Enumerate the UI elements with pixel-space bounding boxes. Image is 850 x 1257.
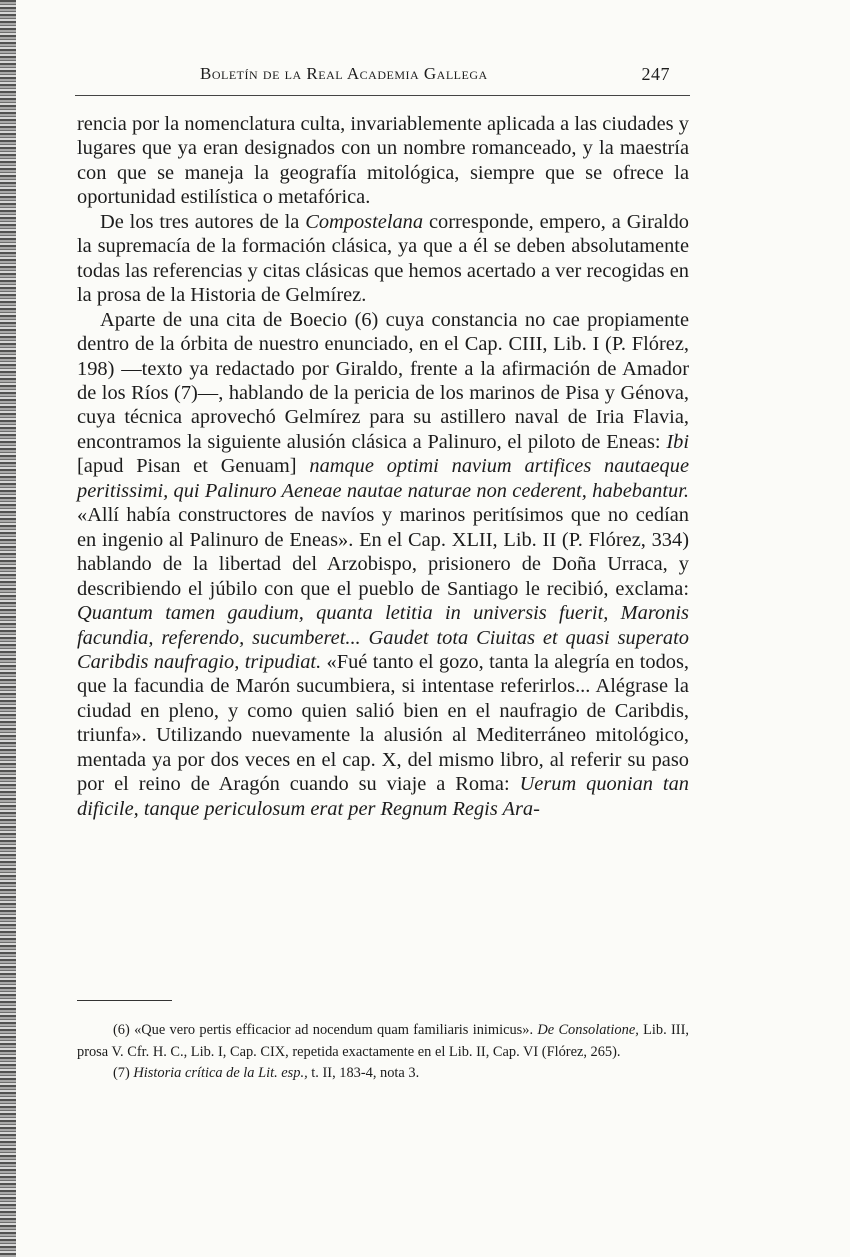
running-title: Boletín de la Real Academia Gallega	[200, 64, 488, 83]
page-number: 247	[641, 64, 670, 84]
italic-segment: Historia crítica de la Lit. esp.,	[133, 1065, 308, 1082]
text-segment: «Fué tanto el gozo, tanta la alegría en todos, que la facundia de Marón sucumbiera, si intentase referirlos... Alégrase la ciudad en pleno, y como quien salió bien en el naufragio de Caribdis, triunfa». Utilizando nuevamente la alusión al Mediterráneo mitológico, mentada ya por dos veces en el cap. X, del mismo libro, al referir su paso por el reino de Aragón cuando su viaje a Roma:	[77, 650, 689, 796]
body-text	[77, 112, 689, 821]
italic-segment: namque optimi navium artifices nautaeque peritissimi, qui Palinuro Aeneae nautae naturae non cederent, habebantur.	[77, 455, 689, 502]
text-segment: «Allí había constructores de navíos y marinos peritísimos que no cedían en ingenio al Palinuro de Eneas». En el Cap. XLII, Lib. II (P. Flórez, 334) hablando de la libertad del Arzobispo, prisionero de Doña Urraca, y describiendo el júbilo con que el pueblo de Santiago le recibió, exclama:	[77, 504, 689, 600]
text-segment: (6) «Que vero pertis efficacior ad nocendum quam familiaris inimicus».	[113, 1022, 538, 1038]
italic-segment: Uerum quonian tan dificile, tanque periculosum erat per Regnum Regis Ara-	[77, 773, 689, 820]
paragraph	[77, 308, 689, 822]
text-segment: (7)	[113, 1065, 134, 1082]
italic-segment: Compostelana	[305, 210, 424, 233]
text-segment: De los tres autores de la	[100, 210, 306, 233]
italic-segment: De Consolatione,	[537, 1022, 639, 1038]
paragraph	[77, 210, 689, 308]
text-segment: Lib. III, prosa V. Cfr. H. C., Lib. I, Cap. CIX, repetida exactamente en el Lib. II, Cap. VI (Flórez, 265).	[77, 1022, 689, 1060]
footnote	[77, 1020, 689, 1063]
footnotes	[77, 1020, 689, 1085]
running-header	[200, 64, 670, 88]
italic-segment: Ibi	[666, 430, 689, 453]
header-rule	[75, 95, 690, 96]
footnote	[77, 1063, 689, 1085]
footnote-rule	[77, 1000, 172, 1001]
italic-segment: Quantum tamen gaudium, quanta letitia in universis fuerit, Maronis facundia, referendo, sucumberet... Gaudet tota Ciuitas et quasi superato Caribdis naufragio, tripudiat.	[77, 602, 689, 673]
page-binding-edge	[0, 0, 16, 1257]
text-segment: Aparte de una cita de Boecio (6) cuya constancia no cae propiamente dentro de la órbita de nuestro enunciado, en el Cap. CIII, Lib. I (P. Flórez, 198) —texto ya redactado por Giraldo, frente a la afirmación de Amador de los Ríos (7)—, hablando de la pericia de los marinos de Pisa y Génova, cuya técnica aprovechó Gelmírez para su astillero naval de Iria Flavia, encontramos la siguiente alusión clásica a Palinuro, el piloto de Eneas:	[77, 308, 689, 453]
text-segment: corresponde, empero, a Giraldo la supremacía de la formación clásica, ya que a él se deben absolutamente todas las referencias y citas clásicas que hemos acertado a ver recogidas en la prosa de la Historia de Gelmírez.	[77, 210, 689, 307]
text-segment: rencia por la nomenclatura culta, invariablemente aplicada a las ciudades y lugares que ya eran designados con un nombre romanceado, y la maestría con que se maneja la geografía mitológica, siempre que se ofrece la oportunidad estilística o metafórica.	[77, 113, 689, 209]
text-segment: [apud Pisan et Genuam]	[77, 455, 310, 478]
text-segment: t. II, 183-4, nota 3.	[307, 1065, 420, 1082]
paragraph	[77, 112, 689, 210]
